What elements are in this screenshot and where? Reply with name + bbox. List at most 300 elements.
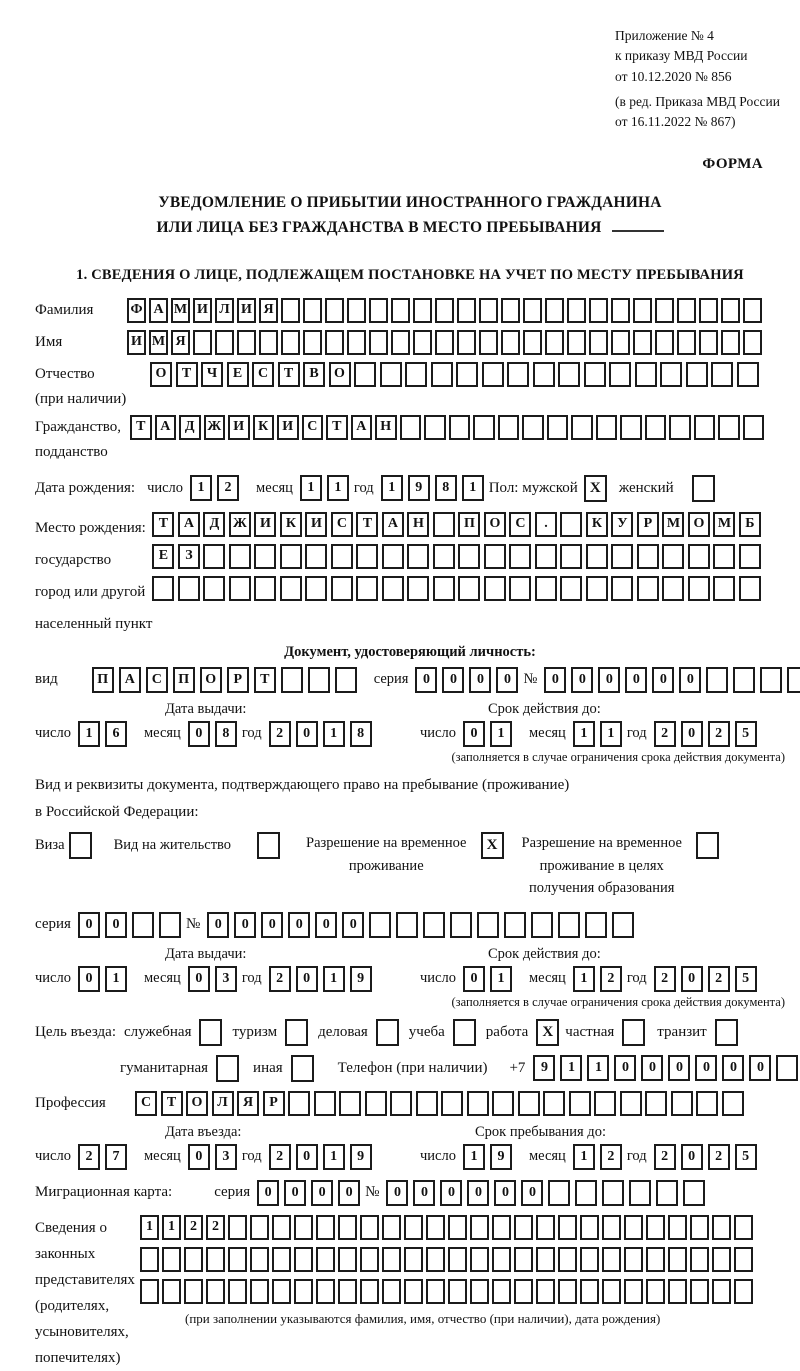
char-box[interactable]: [316, 1215, 335, 1240]
char-box[interactable]: [509, 544, 531, 569]
char-box[interactable]: 0: [641, 1055, 663, 1081]
char-box[interactable]: [303, 298, 322, 323]
char-box[interactable]: М: [171, 298, 190, 323]
char-box[interactable]: 1: [573, 966, 595, 992]
char-box[interactable]: [690, 1279, 709, 1304]
char-box[interactable]: Т: [326, 415, 348, 440]
char-box[interactable]: [159, 912, 181, 938]
char-box[interactable]: 0: [625, 667, 647, 693]
char-box[interactable]: 1: [323, 1144, 345, 1170]
char-box[interactable]: Д: [203, 512, 225, 537]
char-box[interactable]: [712, 1279, 731, 1304]
char-box[interactable]: [548, 1180, 570, 1206]
char-box[interactable]: [624, 1247, 643, 1272]
char-box[interactable]: [602, 1180, 624, 1206]
char-box[interactable]: А: [382, 512, 404, 537]
char-box[interactable]: [575, 1180, 597, 1206]
char-box[interactable]: [584, 362, 606, 387]
char-box[interactable]: Н: [407, 512, 429, 537]
temp-permit-checkbox[interactable]: X: [481, 832, 504, 859]
char-box[interactable]: [325, 330, 344, 355]
char-box[interactable]: [259, 330, 278, 355]
char-box[interactable]: [492, 1215, 511, 1240]
char-box[interactable]: [699, 330, 718, 355]
char-box[interactable]: И: [228, 415, 250, 440]
char-box[interactable]: [250, 1215, 269, 1240]
char-box[interactable]: 0: [188, 1144, 210, 1170]
char-box[interactable]: [308, 667, 330, 693]
char-box[interactable]: [467, 1091, 489, 1116]
char-box[interactable]: [457, 298, 476, 323]
char-box[interactable]: [484, 544, 506, 569]
char-box[interactable]: [458, 576, 480, 601]
char-box[interactable]: [509, 576, 531, 601]
char-box[interactable]: 2: [269, 966, 291, 992]
char-box[interactable]: [722, 1091, 744, 1116]
char-box[interactable]: 0: [463, 966, 485, 992]
char-box[interactable]: [514, 1279, 533, 1304]
char-box[interactable]: [558, 1247, 577, 1272]
char-box[interactable]: [712, 1215, 731, 1240]
char-box[interactable]: [545, 330, 564, 355]
char-box[interactable]: К: [586, 512, 608, 537]
char-box[interactable]: [580, 1215, 599, 1240]
char-box[interactable]: П: [92, 667, 114, 693]
char-box[interactable]: [356, 544, 378, 569]
char-box[interactable]: [433, 544, 455, 569]
char-box[interactable]: [721, 330, 740, 355]
char-box[interactable]: 1: [323, 721, 345, 747]
char-box[interactable]: О: [200, 667, 222, 693]
char-box[interactable]: [533, 362, 555, 387]
char-box[interactable]: [560, 512, 582, 537]
char-box[interactable]: [547, 415, 569, 440]
char-box[interactable]: [404, 1279, 423, 1304]
char-box[interactable]: [743, 415, 765, 440]
char-box[interactable]: 0: [442, 667, 464, 693]
char-box[interactable]: [620, 1091, 642, 1116]
char-box[interactable]: 1: [600, 721, 622, 747]
char-box[interactable]: [193, 330, 212, 355]
char-box[interactable]: [507, 362, 529, 387]
char-box[interactable]: И: [237, 298, 256, 323]
char-box[interactable]: 1: [462, 475, 484, 501]
char-box[interactable]: 1: [490, 721, 512, 747]
char-box[interactable]: [382, 1247, 401, 1272]
char-box[interactable]: [594, 1091, 616, 1116]
char-box[interactable]: И: [127, 330, 146, 355]
char-box[interactable]: Р: [637, 512, 659, 537]
char-box[interactable]: Т: [152, 512, 174, 537]
char-box[interactable]: 9: [490, 1144, 512, 1170]
char-box[interactable]: М: [713, 512, 735, 537]
char-box[interactable]: 2: [654, 966, 676, 992]
purpose-work-checkbox[interactable]: X: [536, 1019, 559, 1046]
char-box[interactable]: 9: [408, 475, 430, 501]
char-box[interactable]: [558, 362, 580, 387]
char-box[interactable]: [206, 1279, 225, 1304]
char-box[interactable]: 0: [494, 1180, 516, 1206]
char-box[interactable]: И: [277, 415, 299, 440]
char-box[interactable]: [589, 298, 608, 323]
char-box[interactable]: [457, 330, 476, 355]
char-box[interactable]: [558, 1215, 577, 1240]
char-box[interactable]: [569, 1091, 591, 1116]
char-box[interactable]: [602, 1279, 621, 1304]
char-box[interactable]: [737, 362, 759, 387]
char-box[interactable]: [338, 1279, 357, 1304]
char-box[interactable]: 0: [296, 1144, 318, 1170]
char-box[interactable]: [536, 1279, 555, 1304]
char-box[interactable]: [473, 415, 495, 440]
char-box[interactable]: 1: [573, 1144, 595, 1170]
char-box[interactable]: [501, 330, 520, 355]
char-box[interactable]: Я: [171, 330, 190, 355]
char-box[interactable]: 0: [105, 912, 127, 938]
char-box[interactable]: [407, 544, 429, 569]
char-box[interactable]: 2: [708, 966, 730, 992]
char-box[interactable]: [586, 576, 608, 601]
char-box[interactable]: 2: [206, 1215, 225, 1240]
char-box[interactable]: [706, 667, 728, 693]
char-box[interactable]: [531, 912, 553, 938]
char-box[interactable]: 0: [78, 912, 100, 938]
char-box[interactable]: [140, 1279, 159, 1304]
char-box[interactable]: [162, 1279, 181, 1304]
char-box[interactable]: Б: [739, 512, 761, 537]
char-box[interactable]: А: [351, 415, 373, 440]
char-box[interactable]: О: [150, 362, 172, 387]
char-box[interactable]: [325, 298, 344, 323]
char-box[interactable]: 0: [296, 721, 318, 747]
char-box[interactable]: 0: [188, 721, 210, 747]
char-box[interactable]: [637, 576, 659, 601]
char-box[interactable]: [699, 298, 718, 323]
char-box[interactable]: Ж: [229, 512, 251, 537]
char-box[interactable]: [713, 576, 735, 601]
char-box[interactable]: [535, 544, 557, 569]
char-box[interactable]: [404, 1215, 423, 1240]
char-box[interactable]: [683, 1180, 705, 1206]
char-box[interactable]: 1: [105, 966, 127, 992]
purpose-tourism-checkbox[interactable]: [285, 1019, 308, 1046]
char-box[interactable]: И: [305, 512, 327, 537]
char-box[interactable]: [335, 667, 357, 693]
char-box[interactable]: 2: [184, 1215, 203, 1240]
char-box[interactable]: [356, 576, 378, 601]
char-box[interactable]: 2: [708, 1144, 730, 1170]
char-box[interactable]: 8: [435, 475, 457, 501]
char-box[interactable]: 1: [140, 1215, 159, 1240]
char-box[interactable]: [305, 576, 327, 601]
char-box[interactable]: 1: [190, 475, 212, 501]
char-box[interactable]: [677, 330, 696, 355]
char-box[interactable]: 0: [440, 1180, 462, 1206]
char-box[interactable]: [589, 330, 608, 355]
char-box[interactable]: 0: [544, 667, 566, 693]
char-box[interactable]: 0: [386, 1180, 408, 1206]
char-box[interactable]: .: [535, 512, 557, 537]
char-box[interactable]: [316, 1279, 335, 1304]
char-box[interactable]: [237, 330, 256, 355]
char-box[interactable]: [646, 1215, 665, 1240]
char-box[interactable]: 0: [722, 1055, 744, 1081]
char-box[interactable]: 3: [215, 966, 237, 992]
char-box[interactable]: [470, 1279, 489, 1304]
char-box[interactable]: [739, 576, 761, 601]
char-box[interactable]: [360, 1215, 379, 1240]
char-box[interactable]: [470, 1215, 489, 1240]
char-box[interactable]: [477, 912, 499, 938]
char-box[interactable]: [498, 415, 520, 440]
char-box[interactable]: 1: [490, 966, 512, 992]
char-box[interactable]: [272, 1247, 291, 1272]
char-box[interactable]: [305, 544, 327, 569]
char-box[interactable]: [743, 330, 762, 355]
char-box[interactable]: 1: [323, 966, 345, 992]
char-box[interactable]: [662, 576, 684, 601]
char-box[interactable]: 0: [261, 912, 283, 938]
char-box[interactable]: 7: [105, 1144, 127, 1170]
char-box[interactable]: [760, 667, 782, 693]
char-box[interactable]: [504, 912, 526, 938]
char-box[interactable]: 0: [288, 912, 310, 938]
char-box[interactable]: [303, 330, 322, 355]
char-box[interactable]: [696, 1091, 718, 1116]
char-box[interactable]: 0: [749, 1055, 771, 1081]
char-box[interactable]: [152, 576, 174, 601]
char-box[interactable]: [479, 298, 498, 323]
char-box[interactable]: С: [509, 512, 531, 537]
char-box[interactable]: [184, 1247, 203, 1272]
char-box[interactable]: 2: [217, 475, 239, 501]
char-box[interactable]: С: [252, 362, 274, 387]
char-box[interactable]: [629, 1180, 651, 1206]
char-box[interactable]: [690, 1215, 709, 1240]
char-box[interactable]: Я: [259, 298, 278, 323]
purpose-official-checkbox[interactable]: [199, 1019, 222, 1046]
char-box[interactable]: Л: [215, 298, 234, 323]
char-box[interactable]: 2: [600, 1144, 622, 1170]
char-box[interactable]: [580, 1247, 599, 1272]
char-box[interactable]: 1: [327, 475, 349, 501]
char-box[interactable]: [294, 1215, 313, 1240]
residence-permit-checkbox[interactable]: [257, 832, 280, 859]
char-box[interactable]: 9: [350, 966, 372, 992]
char-box[interactable]: [712, 1247, 731, 1272]
purpose-private-checkbox[interactable]: [622, 1019, 645, 1046]
char-box[interactable]: [739, 544, 761, 569]
char-box[interactable]: 5: [735, 721, 757, 747]
char-box[interactable]: [448, 1279, 467, 1304]
char-box[interactable]: [734, 1247, 753, 1272]
char-box[interactable]: [668, 1247, 687, 1272]
char-box[interactable]: [331, 544, 353, 569]
char-box[interactable]: [492, 1279, 511, 1304]
char-box[interactable]: [558, 1279, 577, 1304]
char-box[interactable]: У: [611, 512, 633, 537]
char-box[interactable]: [391, 298, 410, 323]
char-box[interactable]: [281, 330, 300, 355]
char-box[interactable]: [413, 298, 432, 323]
char-box[interactable]: Т: [356, 512, 378, 537]
char-box[interactable]: [431, 362, 453, 387]
char-box[interactable]: [426, 1279, 445, 1304]
char-box[interactable]: [501, 298, 520, 323]
char-box[interactable]: [254, 576, 276, 601]
char-box[interactable]: [734, 1215, 753, 1240]
char-box[interactable]: С: [146, 667, 168, 693]
char-box[interactable]: 0: [463, 721, 485, 747]
char-box[interactable]: 2: [600, 966, 622, 992]
char-box[interactable]: [435, 298, 454, 323]
char-box[interactable]: Т: [254, 667, 276, 693]
char-box[interactable]: М: [149, 330, 168, 355]
char-box[interactable]: А: [178, 512, 200, 537]
char-box[interactable]: [611, 330, 630, 355]
char-box[interactable]: [338, 1247, 357, 1272]
char-box[interactable]: [433, 512, 455, 537]
char-box[interactable]: [602, 1247, 621, 1272]
sex-male-checkbox[interactable]: X: [584, 475, 607, 502]
purpose-humanitarian-checkbox[interactable]: [216, 1055, 239, 1082]
char-box[interactable]: 1: [587, 1055, 609, 1081]
char-box[interactable]: 0: [315, 912, 337, 938]
char-box[interactable]: [734, 1279, 753, 1304]
char-box[interactable]: [391, 330, 410, 355]
char-box[interactable]: А: [149, 298, 168, 323]
char-box[interactable]: [776, 1055, 798, 1081]
char-box[interactable]: 2: [269, 721, 291, 747]
char-box[interactable]: [272, 1215, 291, 1240]
char-box[interactable]: 0: [571, 667, 593, 693]
char-box[interactable]: 5: [735, 966, 757, 992]
char-box[interactable]: 0: [78, 966, 100, 992]
char-box[interactable]: [535, 576, 557, 601]
char-box[interactable]: [713, 544, 735, 569]
purpose-transit-checkbox[interactable]: [715, 1019, 738, 1046]
char-box[interactable]: 0: [496, 667, 518, 693]
char-box[interactable]: [655, 298, 674, 323]
char-box[interactable]: И: [193, 298, 212, 323]
char-box[interactable]: [522, 415, 544, 440]
char-box[interactable]: [382, 1279, 401, 1304]
char-box[interactable]: [369, 912, 391, 938]
char-box[interactable]: 1: [78, 721, 100, 747]
char-box[interactable]: [536, 1247, 555, 1272]
char-box[interactable]: 2: [269, 1144, 291, 1170]
char-box[interactable]: [585, 912, 607, 938]
char-box[interactable]: [660, 362, 682, 387]
purpose-other-checkbox[interactable]: [291, 1055, 314, 1082]
char-box[interactable]: 8: [350, 721, 372, 747]
char-box[interactable]: [215, 330, 234, 355]
char-box[interactable]: [694, 415, 716, 440]
char-box[interactable]: [448, 1215, 467, 1240]
char-box[interactable]: 0: [188, 966, 210, 992]
char-box[interactable]: [656, 1180, 678, 1206]
char-box[interactable]: [545, 298, 564, 323]
char-box[interactable]: М: [662, 512, 684, 537]
char-box[interactable]: [413, 330, 432, 355]
char-box[interactable]: [668, 1215, 687, 1240]
char-box[interactable]: [132, 912, 154, 938]
temp-permit-edu-checkbox[interactable]: [696, 832, 719, 859]
char-box[interactable]: 0: [467, 1180, 489, 1206]
char-box[interactable]: П: [458, 512, 480, 537]
char-box[interactable]: [250, 1279, 269, 1304]
char-box[interactable]: 0: [338, 1180, 360, 1206]
char-box[interactable]: [184, 1279, 203, 1304]
char-box[interactable]: 0: [284, 1180, 306, 1206]
char-box[interactable]: 0: [521, 1180, 543, 1206]
char-box[interactable]: А: [119, 667, 141, 693]
char-box[interactable]: 0: [614, 1055, 636, 1081]
char-box[interactable]: [203, 544, 225, 569]
char-box[interactable]: [479, 330, 498, 355]
char-box[interactable]: [360, 1279, 379, 1304]
char-box[interactable]: [162, 1247, 181, 1272]
char-box[interactable]: 0: [681, 721, 703, 747]
char-box[interactable]: В: [303, 362, 325, 387]
char-box[interactable]: [655, 330, 674, 355]
char-box[interactable]: [671, 1091, 693, 1116]
char-box[interactable]: [456, 362, 478, 387]
char-box[interactable]: [424, 415, 446, 440]
char-box[interactable]: [558, 912, 580, 938]
char-box[interactable]: [369, 298, 388, 323]
char-box[interactable]: [620, 415, 642, 440]
char-box[interactable]: Ф: [127, 298, 146, 323]
char-box[interactable]: Т: [176, 362, 198, 387]
char-box[interactable]: Л: [212, 1091, 234, 1116]
char-box[interactable]: [347, 330, 366, 355]
char-box[interactable]: 0: [311, 1180, 333, 1206]
char-box[interactable]: [470, 1247, 489, 1272]
char-box[interactable]: [645, 415, 667, 440]
char-box[interactable]: С: [331, 512, 353, 537]
char-box[interactable]: [449, 415, 471, 440]
char-box[interactable]: [416, 1091, 438, 1116]
char-box[interactable]: [518, 1091, 540, 1116]
char-box[interactable]: [711, 362, 733, 387]
char-box[interactable]: Е: [227, 362, 249, 387]
char-box[interactable]: [400, 415, 422, 440]
char-box[interactable]: Р: [263, 1091, 285, 1116]
char-box[interactable]: [677, 298, 696, 323]
char-box[interactable]: [140, 1247, 159, 1272]
char-box[interactable]: [433, 576, 455, 601]
char-box[interactable]: [382, 544, 404, 569]
char-box[interactable]: [596, 415, 618, 440]
char-box[interactable]: Р: [227, 667, 249, 693]
char-box[interactable]: [206, 1247, 225, 1272]
char-box[interactable]: [448, 1247, 467, 1272]
char-box[interactable]: 2: [78, 1144, 100, 1170]
char-box[interactable]: П: [173, 667, 195, 693]
char-box[interactable]: [646, 1279, 665, 1304]
char-box[interactable]: [492, 1091, 514, 1116]
char-box[interactable]: [523, 330, 542, 355]
purpose-business-checkbox[interactable]: [376, 1019, 399, 1046]
char-box[interactable]: 0: [679, 667, 701, 693]
char-box[interactable]: Т: [278, 362, 300, 387]
char-box[interactable]: [662, 544, 684, 569]
char-box[interactable]: [536, 1215, 555, 1240]
visa-checkbox[interactable]: [69, 832, 92, 859]
char-box[interactable]: Ч: [201, 362, 223, 387]
char-box[interactable]: [203, 576, 225, 601]
